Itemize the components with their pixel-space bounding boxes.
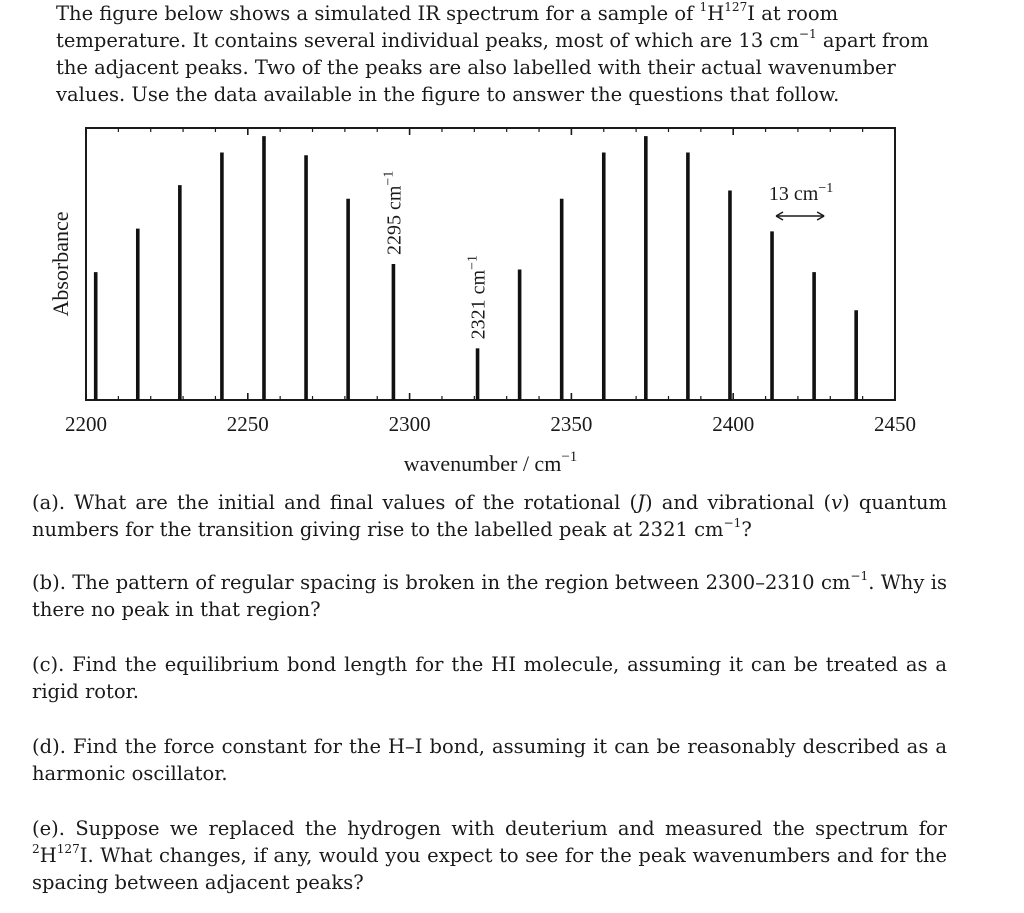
intro-paragraph: The figure below shows a simulated IR spectrum for a sample of $^1H^{127}I$ at room temperature. It contains several individual peaks, most of which are 13 $cm^{-1}$ apart from the adjacent peaks. Two of the peaks are also labelled with their actual wavenumber values. Use the data available in the figure to answer the questions that follow.	[56, 0, 929, 106]
peak-label: 2295 $cm^{-1}$	[381, 170, 406, 255]
x-tick-label: 2400	[712, 412, 755, 436]
spacing-label: 13 $cm^{-1}$	[768, 181, 834, 205]
ir-spectrum-chart	[0, 108, 1024, 480]
question-e: (e). Suppose we replaced the hydrogen with deuterium and measured the spectrum for $^2H^{127}I$. What changes, if any, would you expect to see for the peak wavenumbers and for the spacing between adjacent peaks?	[32, 817, 947, 894]
x-tick-label: 2300	[388, 412, 431, 436]
question-c: (c). Find the equilibrium bond length for the HI molecule, assuming it can be treated as a rigid rotor.	[32, 653, 947, 703]
x-tick-label: 2200	[65, 412, 107, 436]
peak-label: 2321 $cm^{-1}$	[465, 254, 490, 340]
x-tick-label: 2250	[226, 412, 269, 436]
question-d: (d). Find the force constant for the H–I bond, assuming it can be reasonably described as a harmonic oscillator.	[32, 735, 947, 785]
question-a: (a). What are the initial and final values of the rotational (J) and vibrational (v) quantum numbers for the transition giving rise to the labelled peak at 2321 $cm^{-1}$?	[32, 491, 947, 541]
x-tick-label: 2350	[550, 412, 593, 436]
x-tick-label: 2450	[874, 412, 916, 436]
x-axis-label: wavenumber / $cm^{-1}$	[403, 449, 578, 476]
y-axis-label: Absorbance	[48, 211, 73, 317]
question-b: (b). The pattern of regular spacing is broken in the region between 2300–2310 $cm^{-1}$. Why is there no peak in that region?	[32, 569, 947, 621]
